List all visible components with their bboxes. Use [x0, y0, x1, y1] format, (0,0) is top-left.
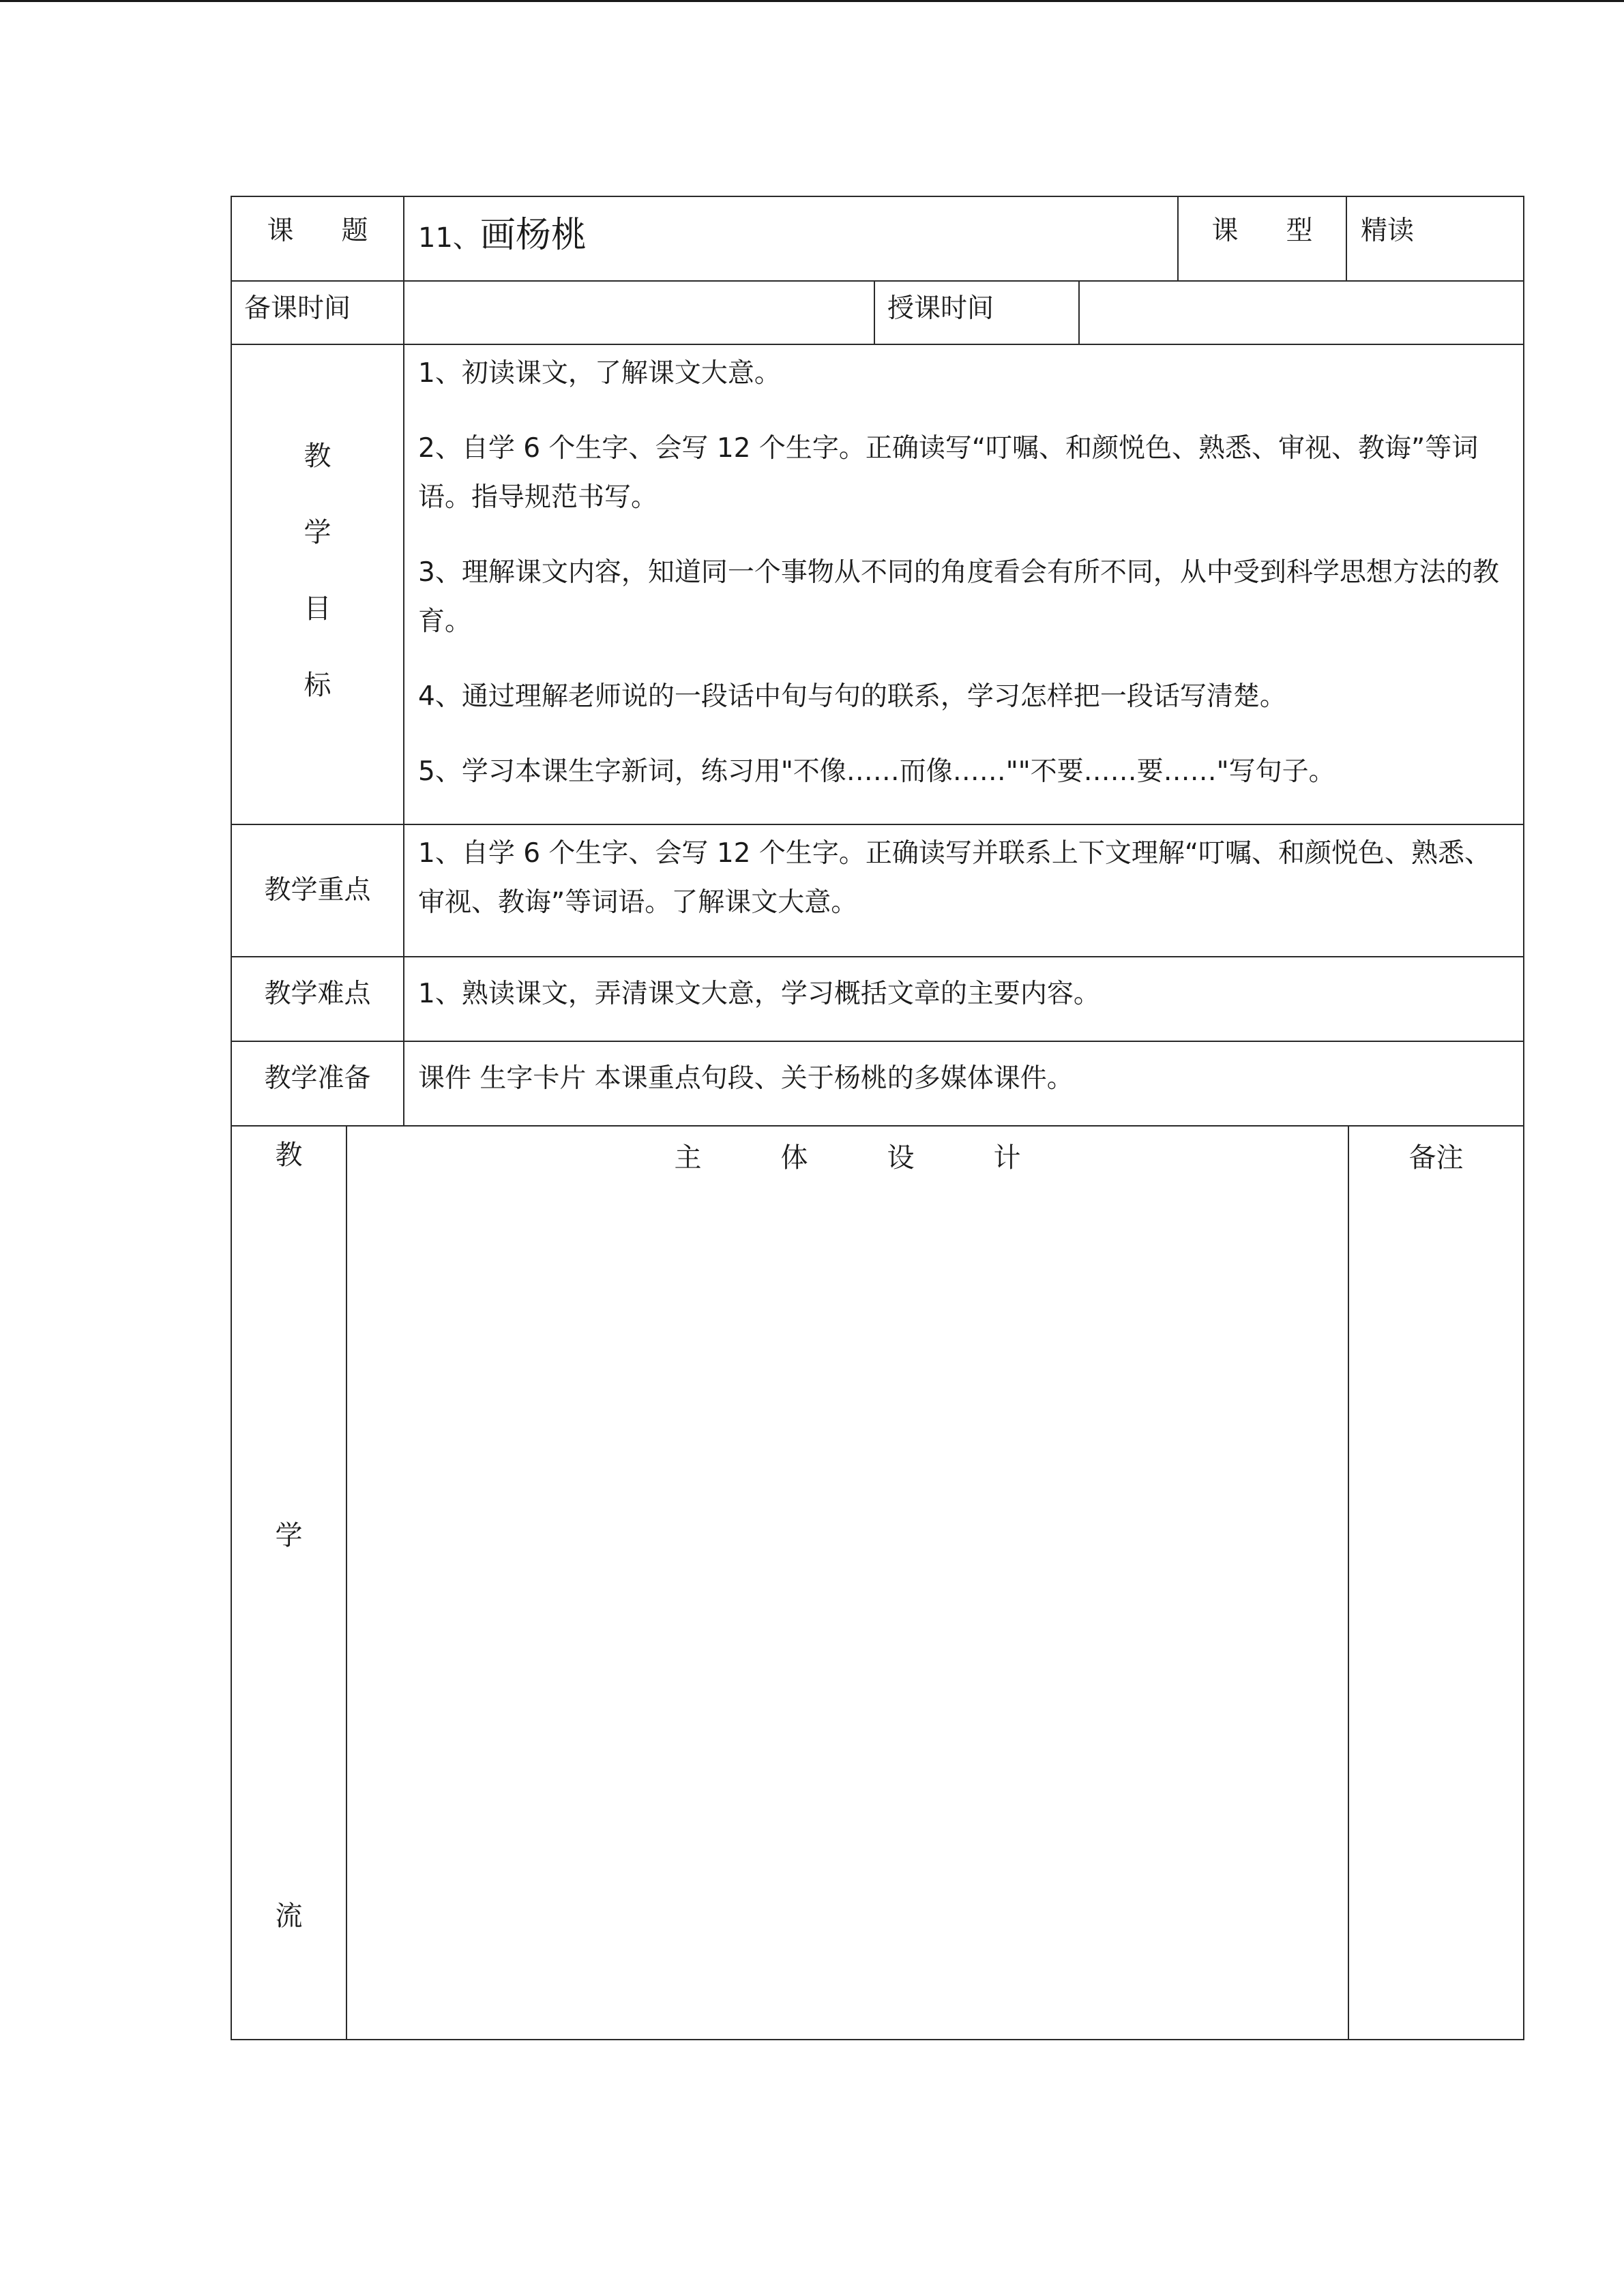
- objectives-label-char-1: 教: [304, 441, 331, 472]
- objectives-label-char-2: 学: [304, 517, 331, 548]
- notes-cell[interactable]: [1348, 1127, 1524, 2040]
- type-label-char-1: 课: [1211, 215, 1239, 246]
- flow-label-cell: [231, 1127, 346, 2040]
- teach-time-value-cell[interactable]: [1079, 281, 1524, 344]
- objective-item: 2、自学 6 个生字、会写 12 个生字。正确读写“叮嘱、和颜悦色、熟悉、审视、教诲”等词语。指导规范书写。: [418, 433, 1479, 513]
- preparation-content-cell: [404, 1041, 1524, 1126]
- design-header-char-2: 体: [780, 1142, 808, 1174]
- design-header-char-3: 设: [887, 1142, 915, 1174]
- key-points-text: 1、自学 6 个生字、会写 12 个生字。正确读写并联系上下文理解“叮嘱、和颜悦色、熟悉、审视、教诲”等词语。了解课文大意。: [418, 838, 1492, 918]
- topic-number: 11、: [418, 222, 480, 254]
- topic-title-cell: [404, 196, 1178, 281]
- objective-item: 3、理解课文内容，知道同一个事物从不同的角度看会有所不同，从中受到科学思想方法的教育。: [418, 557, 1499, 637]
- topic-row: [231, 196, 1524, 281]
- objectives-content-cell: [404, 344, 1524, 824]
- design-header-char-1: 主: [674, 1142, 702, 1174]
- topic-label-char-2: 题: [341, 215, 368, 246]
- flow-label-char-2: 学: [275, 1520, 303, 1551]
- teach-time-label-cell: [874, 281, 1079, 344]
- design-cell[interactable]: [346, 1127, 1348, 2040]
- key-points-label: 教学重点: [264, 875, 371, 906]
- objectives-row: [231, 344, 1524, 824]
- flow-label-char-3: 流: [275, 1900, 303, 1932]
- preparation-label: 教学准备: [264, 1063, 371, 1094]
- teaching-flow-table: [231, 1127, 1524, 2040]
- notes-header: 备注: [1408, 1142, 1464, 1174]
- type-value-cell: [1346, 196, 1524, 281]
- difficulties-content-cell: [404, 957, 1524, 1041]
- objectives-label: [304, 418, 331, 724]
- prep-time-label: 备课时间: [244, 293, 351, 324]
- difficulties-label: 教学难点: [264, 979, 371, 1009]
- flow-label-char-1: 教: [275, 1139, 303, 1171]
- type-label-char-2: 型: [1286, 215, 1313, 246]
- time-row: [231, 281, 1524, 344]
- prep-time-value-cell[interactable]: [404, 281, 874, 344]
- difficulties-label-cell: [231, 957, 404, 1041]
- objectives-label-char-4: 标: [304, 670, 331, 701]
- topic-label-char-1: 课: [267, 215, 294, 246]
- difficulties-text: 1、熟读课文，弄清课文大意，学习概括文章的主要内容。: [418, 979, 1100, 1009]
- key-points-row: [231, 824, 1524, 957]
- teach-time-label: 授课时间: [887, 293, 994, 324]
- type-label-cell: [1178, 196, 1346, 281]
- topic-title: 画杨桃: [479, 215, 587, 256]
- design-header: [347, 1127, 1348, 1182]
- objectives-label-cell: [231, 344, 404, 824]
- topic-label-cell: [231, 196, 404, 281]
- objective-item: 4、通过理解老师说的一段话中旬与句的联系，学习怎样把一段话写清楚。: [418, 681, 1286, 712]
- lesson-plan-document: [231, 196, 1523, 2040]
- type-value: 精读: [1361, 215, 1415, 246]
- preparation-row: [231, 1041, 1524, 1126]
- preparation-text: 课件 生字卡片 本课重点句段、关于杨桃的多媒体课件。: [418, 1063, 1074, 1094]
- objective-item: 5、学习本课生字新词，练习用"不像……而像……""不要……要……"写句子。: [418, 756, 1335, 787]
- lesson-info-table: [231, 196, 1524, 1127]
- key-points-label-cell: [231, 824, 404, 957]
- objective-item: 1、初读课文，了解课文大意。: [418, 358, 781, 389]
- design-header-char-4: 计: [993, 1142, 1021, 1174]
- page-top-border: [0, 0, 1624, 2]
- key-points-content-cell: [404, 824, 1524, 957]
- prep-time-label-cell: [231, 281, 404, 344]
- objectives-label-char-3: 目: [304, 593, 331, 625]
- teaching-flow-row: [231, 1127, 1524, 2040]
- difficulties-row: [231, 957, 1524, 1041]
- preparation-label-cell: [231, 1041, 404, 1126]
